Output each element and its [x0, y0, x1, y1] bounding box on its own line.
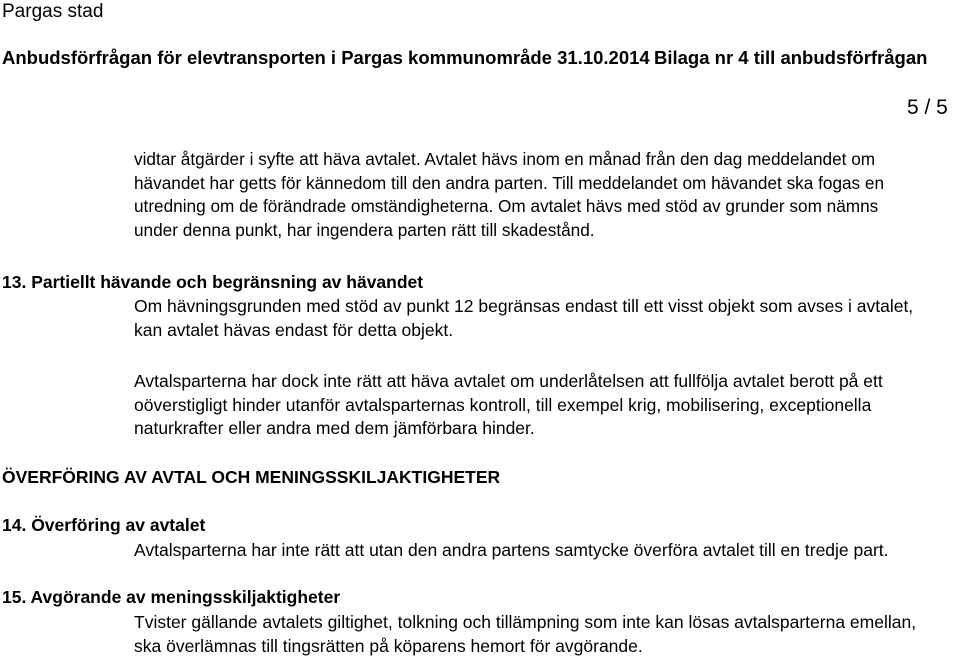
text-line: Om hävningsgrunden med stöd av punkt 12 begränsas endast till ett visst objekt som avses i avtalet,	[134, 295, 954, 319]
text-line: naturkrafter eller andra med dem jämförbara hinder.	[134, 417, 954, 441]
text-line: hävandet har getts för kännedom till den andra parten. Till meddelandet om hävandet ska fogas en	[134, 172, 944, 196]
section-14-paragraph	[134, 539, 954, 563]
section-15-heading: 15. Avgörande av meningsskiljaktigheter	[2, 587, 340, 608]
section-15-paragraph	[134, 611, 954, 658]
organization-name: Pargas stad	[2, 1, 103, 23]
continuation-paragraph	[134, 148, 944, 242]
text-line: kan avtalet hävas endast för detta objekt.	[134, 319, 954, 343]
page-number: 5 / 5	[907, 96, 948, 120]
section-13-paragraph-2	[134, 370, 954, 441]
text-line: Tvister gällande avtalets giltighet, tolkning och tillämpning som inte kan lösas avtalsparterna emellan,	[134, 611, 954, 635]
text-line: ska överlämnas till tingsrätten på köparens hemort för avgörande.	[134, 635, 954, 658]
text-line: vidtar åtgärder i syfte att häva avtalet. Avtalet hävs inom en månad från den dag meddelandet om	[134, 148, 944, 172]
text-line: oöverstigligt hinder utanför avtalsparternas kontroll, till exempel krig, mobilisering, exceptionella	[134, 394, 954, 418]
section-14-heading: 14. Överföring av avtalet	[2, 515, 205, 536]
text-line: utredning om de förändrade omständigheterna. Om avtalet hävs med stöd av grunder som nämns	[134, 195, 944, 219]
section-13-paragraph-1	[134, 295, 954, 342]
chapter-title: ÖVERFÖRING AV AVTAL OCH MENINGSSKILJAKTIGHETER	[2, 467, 500, 488]
section-13-heading: 13. Partiellt hävande och begränsning av hävandet	[2, 272, 423, 293]
attachment-label: Bilaga nr 4 till anbudsförfrågan	[654, 47, 927, 69]
text-line: Avtalsparterna har dock inte rätt att häva avtalet om underlåtelsen att fullfölja avtalet berott på ett	[134, 370, 954, 394]
text-line: Avtalsparterna har inte rätt att utan den andra partens samtycke överföra avtalet till en tredje part.	[134, 539, 954, 563]
text-line: under denna punkt, har ingendera parten rätt till skadestånd.	[134, 219, 944, 243]
document-title: Anbudsförfrågan för elevtransporten i Pargas kommunområde 31.10.2014	[2, 47, 650, 69]
